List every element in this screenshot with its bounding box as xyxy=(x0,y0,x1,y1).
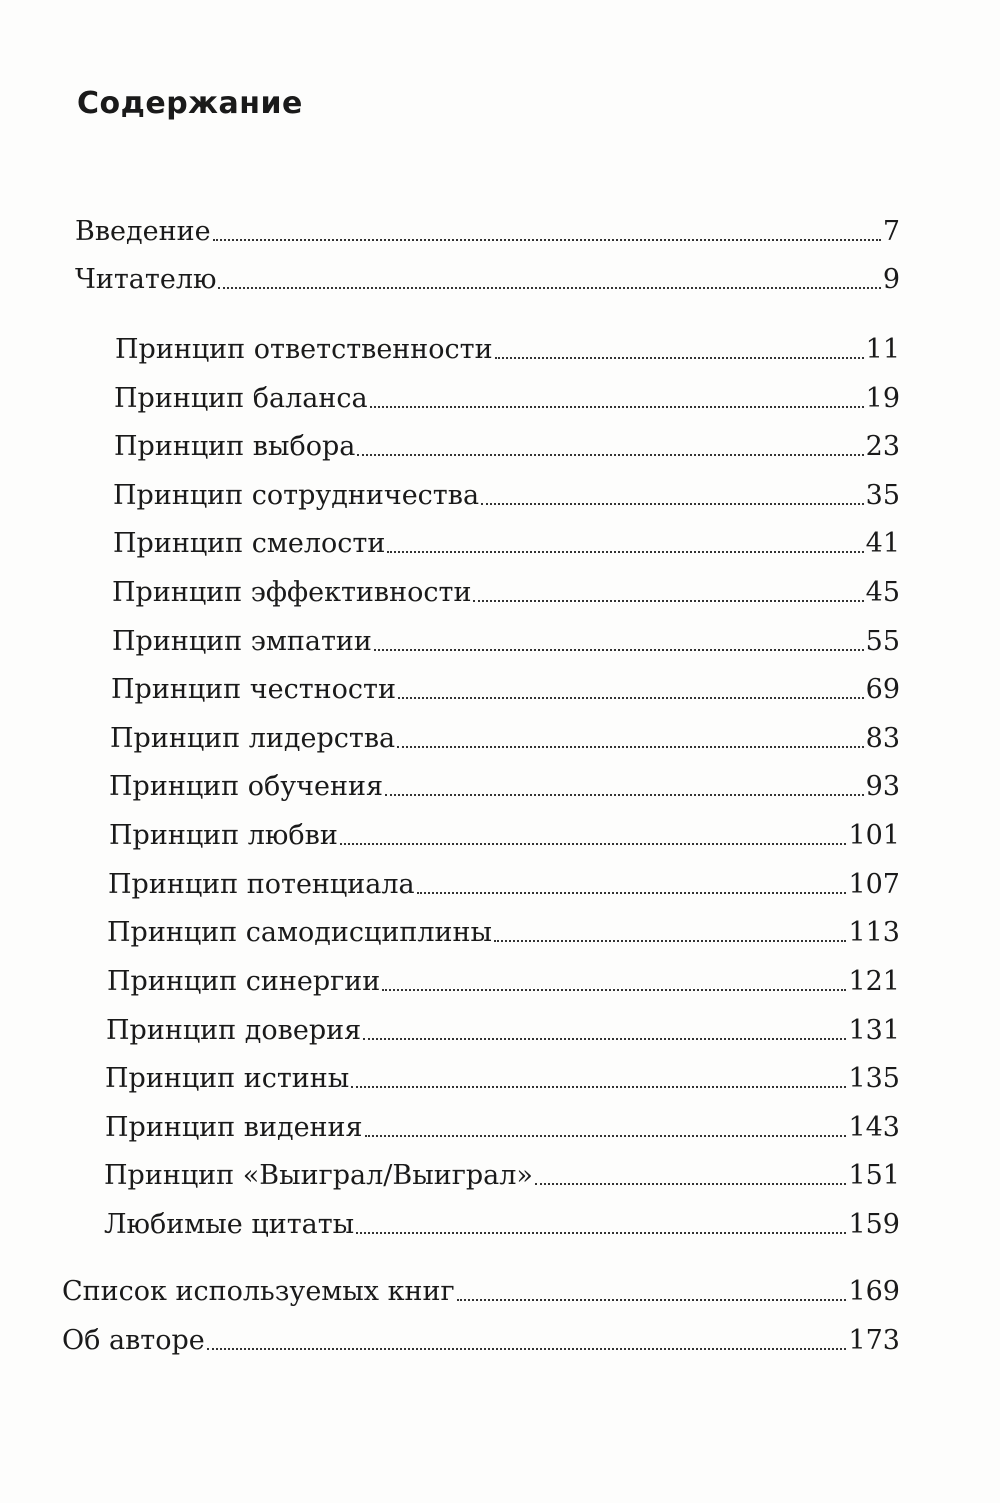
toc-entry-label: Принцип лидерства xyxy=(110,723,396,754)
toc-entry xyxy=(62,1268,900,1308)
toc-leader xyxy=(370,406,864,408)
toc-entry-page: 113 xyxy=(848,917,900,948)
toc-entry xyxy=(75,256,900,296)
toc-entry-label: Принцип потенциала xyxy=(108,869,415,900)
toc-entry xyxy=(106,1007,900,1047)
toc-entry xyxy=(112,569,900,609)
toc-entry-page: 159 xyxy=(848,1209,900,1240)
toc-leader xyxy=(398,697,864,699)
toc-entry-label: Принцип эффективности xyxy=(112,577,472,608)
toc-entry-label: Введение xyxy=(75,216,211,247)
toc-entry-label: Любимые цитаты xyxy=(104,1209,355,1240)
toc-leader xyxy=(374,649,864,651)
toc-leader xyxy=(481,503,864,505)
toc-leader xyxy=(387,551,863,553)
toc-entry-page: 143 xyxy=(848,1112,900,1143)
toc-entry-label: Принцип любви xyxy=(109,820,338,851)
toc-entry-label: Список используемых книг xyxy=(62,1276,455,1307)
toc-entry-label: Об авторе xyxy=(62,1325,205,1356)
toc-entry-page: 23 xyxy=(865,431,900,462)
toc-entry-label: Принцип доверия xyxy=(106,1015,362,1046)
toc-leader xyxy=(351,1086,846,1088)
toc-entry xyxy=(114,423,900,463)
toc-entry xyxy=(109,812,900,852)
toc-entry-page: 131 xyxy=(848,1015,900,1046)
toc-entry-page: 83 xyxy=(865,723,900,754)
toc-entry xyxy=(105,1104,900,1144)
toc-leader xyxy=(495,357,864,359)
toc-entry-page: 55 xyxy=(865,626,900,657)
toc-entry xyxy=(109,763,900,803)
toc-entry-page: 7 xyxy=(882,216,900,247)
toc-entry-page: 69 xyxy=(865,674,900,705)
toc-entry-label: Принцип смелости xyxy=(113,528,386,559)
toc-leader xyxy=(365,1135,847,1137)
toc-entry xyxy=(104,1152,900,1192)
toc-entry xyxy=(104,1201,900,1241)
toc-entry-label: Читателю xyxy=(75,264,217,295)
toc-leader xyxy=(356,1232,846,1234)
toc-leader xyxy=(363,1038,846,1040)
toc-entry xyxy=(105,1055,900,1095)
toc-entry-page: 173 xyxy=(848,1325,900,1356)
toc-leader xyxy=(417,892,847,894)
toc-entry-label: Принцип честности xyxy=(111,674,396,705)
toc-entry-label: Принцип эмпатии xyxy=(112,626,372,657)
toc-leader xyxy=(457,1299,847,1301)
toc-entry-label: Принцип «Выиграл/Выиграл» xyxy=(104,1160,533,1191)
toc-leader xyxy=(207,1348,847,1350)
toc-entry-label: Принцип самодисциплины xyxy=(107,917,492,948)
toc-entry-label: Принцип истины xyxy=(105,1063,350,1094)
toc-leader xyxy=(340,843,847,845)
toc-entry-page: 9 xyxy=(882,264,900,295)
toc-leader xyxy=(357,454,863,456)
toc-entry xyxy=(75,208,900,248)
toc-entry-page: 41 xyxy=(865,528,900,559)
toc-entry xyxy=(114,375,900,415)
toc-entry-page: 35 xyxy=(865,480,900,511)
toc-entry-page: 107 xyxy=(848,869,900,900)
toc-leader xyxy=(535,1183,847,1185)
toc-entry xyxy=(115,326,900,366)
toc-entry-page: 151 xyxy=(848,1160,900,1191)
toc-entry-page: 45 xyxy=(865,577,900,608)
toc-entry-page: 101 xyxy=(848,820,900,851)
toc-entry xyxy=(110,715,900,755)
toc-entry xyxy=(113,472,900,512)
toc-leader xyxy=(473,600,863,602)
toc-entry-label: Принцип обучения xyxy=(109,771,384,802)
toc-leader xyxy=(385,794,864,796)
toc-entry-page: 135 xyxy=(848,1063,900,1094)
toc-entry-page: 19 xyxy=(865,383,900,414)
toc-entry xyxy=(107,958,900,998)
toc-entry-label: Принцип баланса xyxy=(114,383,368,414)
toc-leader xyxy=(397,746,863,748)
toc-entry xyxy=(111,666,900,706)
toc-entry xyxy=(113,520,900,560)
toc-entry-page: 93 xyxy=(865,771,900,802)
toc-entry-label: Принцип видения xyxy=(105,1112,363,1143)
toc-entry xyxy=(107,909,900,949)
toc-entry-page: 169 xyxy=(848,1276,900,1307)
toc-entry-label: Принцип сотрудничества xyxy=(113,480,480,511)
toc-entry xyxy=(112,618,900,658)
toc-leader xyxy=(213,239,881,241)
toc-leader xyxy=(494,940,846,942)
toc-leader xyxy=(218,287,880,289)
page-title: Содержание xyxy=(77,86,303,121)
toc-entry xyxy=(62,1317,900,1357)
toc-entry xyxy=(108,861,900,901)
toc-entry-page: 11 xyxy=(865,334,900,365)
toc-leader xyxy=(382,989,846,991)
toc-entry-page: 121 xyxy=(848,966,900,997)
toc-entry-label: Принцип выбора xyxy=(114,431,356,462)
toc-entry-label: Принцип синергии xyxy=(107,966,381,997)
toc-entry-label: Принцип ответственности xyxy=(115,334,493,365)
